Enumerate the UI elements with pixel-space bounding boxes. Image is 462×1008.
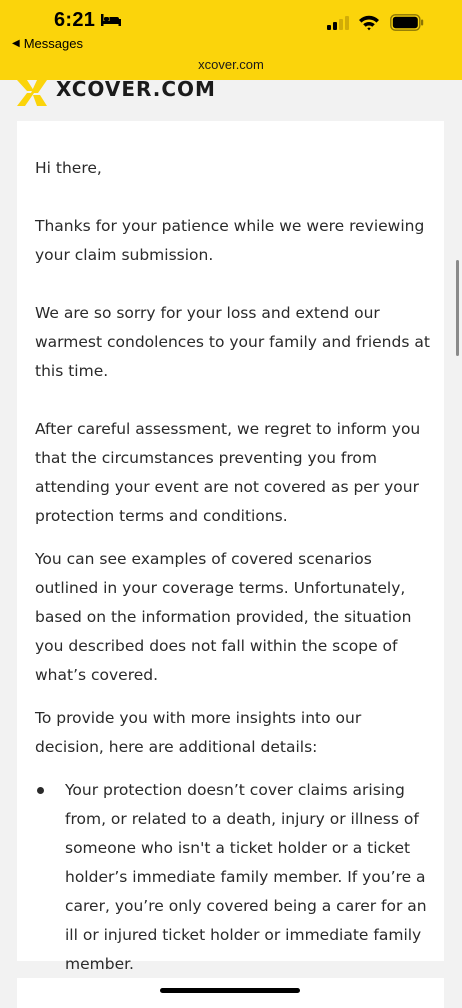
email-paragraph: You can see examples of covered scenarios outlined in your coverage terms. Unfortunately, based on the information provided, the situation you described does not fall within the scope of what’s covered.	[35, 550, 412, 684]
email-paragraph: We are so sorry for your loss and extend our warmest condolences to your family and friends at this time.	[35, 304, 430, 380]
scrollbar-thumb[interactable]	[456, 260, 459, 356]
brand-name: XCOVER.COM	[56, 77, 216, 101]
email-paragraph: To provide you with more insights into our decision, here are additional details:	[35, 709, 362, 756]
battery-icon	[390, 14, 424, 31]
wifi-icon	[358, 14, 380, 31]
status-time: 6:21	[54, 9, 96, 31]
email-body-card	[17, 121, 444, 973]
back-arrow-icon: ◀	[12, 38, 20, 49]
next-card	[17, 978, 444, 1008]
details-list	[35, 776, 432, 979]
email-paragraph: Thanks for your patience while we were reviewing your claim submission.	[35, 217, 425, 264]
browser-top-bar	[0, 0, 462, 80]
email-greeting: Hi there,	[35, 159, 102, 177]
home-indicator[interactable]	[160, 988, 300, 993]
cellular-signal-icon	[327, 16, 349, 30]
email-paragraph: After careful assessment, we regret to inform you that the circumstances preventing you from attending your event are not covered as per your protection terms and conditions.	[35, 420, 421, 525]
brand-header[interactable]	[14, 77, 216, 106]
address-bar-url[interactable]: xcover.com	[198, 57, 264, 72]
xcover-logo-icon	[14, 80, 50, 106]
back-link-label: Messages	[23, 36, 83, 51]
sleep-focus-icon	[100, 13, 122, 27]
back-to-messages-link[interactable]	[12, 36, 83, 51]
list-item: Your protection doesn’t cover claims arising from, or related to a death, injury or illness of someone who isn't a ticket holder or a ticket holder’s immediate family member. If you’re a carer, you’re only covered being a carer for an ill or injured ticket holder or immediate family member.	[35, 776, 432, 979]
